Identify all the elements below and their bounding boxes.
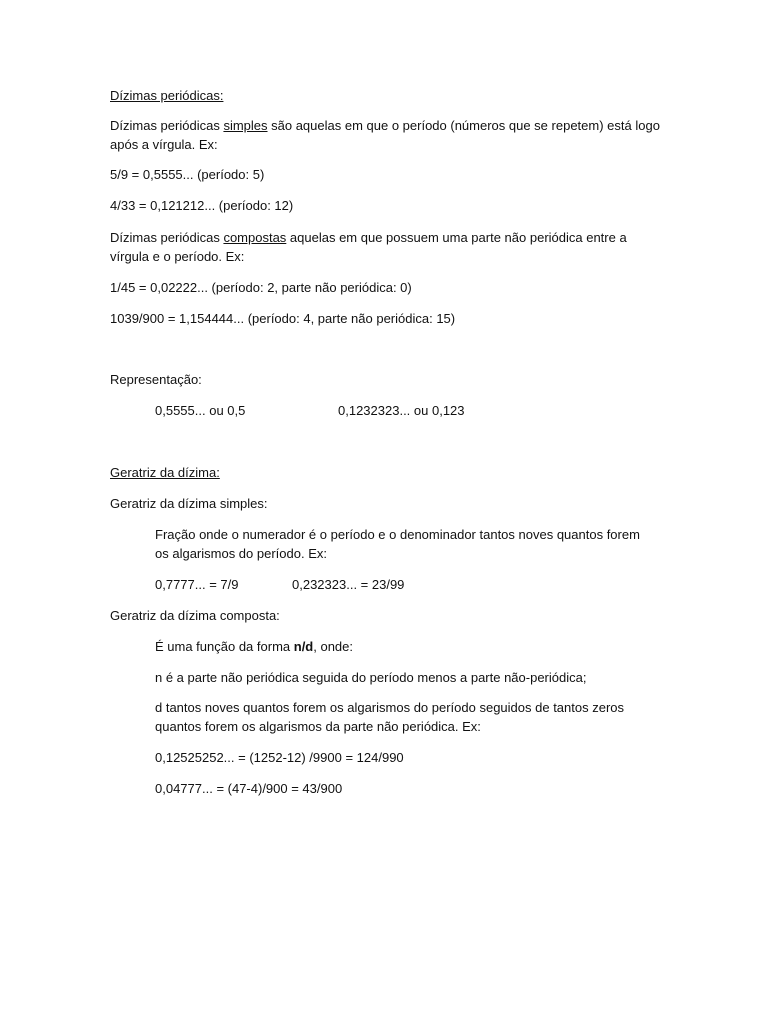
simple-definition-post: são aquelas em que o período (números que se repetem) está logo: [267, 118, 660, 133]
section-heading-dizimas: Dízimas periódicas:: [110, 88, 224, 103]
example-5-9: 5/9 = 0,5555... (período: 5): [110, 167, 265, 182]
compound-definition-line1: [110, 228, 627, 247]
representation-item-1: 0,5555... ou 0,5: [155, 403, 246, 418]
example-1-45: 1/45 = 0,02222... (período: 2, parte não periódica: 0): [110, 280, 412, 295]
compound-definition-post: aquelas em que possuem uma parte não periódica entre a: [286, 230, 627, 245]
simple-definition-pre: Dízimas periódicas: [110, 118, 224, 133]
d-definition-line1: d tantos noves quantos forem os algarismos do período seguidos de tantos zeros: [155, 700, 625, 715]
geratriz-simple-label: Geratriz da dízima simples:: [110, 496, 268, 511]
example-1039-900: 1039/900 = 1,154444... (período: 4, parte não periódica: 15): [110, 311, 456, 326]
simple-keyword: simples: [223, 118, 268, 133]
example-4-33: 4/33 = 0,121212... (período: 12): [110, 198, 294, 213]
d-definition-line2: quantos forem os algarismos da parte não periódica. Ex:: [155, 719, 481, 734]
geratriz-simple-example-1: 0,7777... = 7/9: [155, 577, 239, 592]
form-definition-pre: É uma função da forma: [155, 639, 294, 654]
form-definition-post: , onde:: [313, 639, 354, 654]
form-definition: [155, 637, 353, 656]
compound-definition-line2: vírgula e o período. Ex:: [110, 249, 245, 264]
geratriz-compound-example-2: 0,04777... = (47-4)/900 = 43/900: [155, 781, 343, 796]
geratriz-compound-example-1: 0,12525252... = (1252-12) /9900 = 124/990: [155, 750, 404, 765]
section-heading-geratriz: Geratriz da dízima:: [110, 465, 220, 480]
geratriz-simple-desc-line1: Fração onde o numerador é o período e o denominador tantos noves quantos forem: [155, 527, 640, 542]
representation-label: Representação:: [110, 372, 202, 387]
geratriz-simple-desc-line2: os algarismos do período. Ex:: [155, 546, 327, 561]
geratriz-simple-example-2: 0,232323... = 23/99: [292, 577, 405, 592]
simple-definition-line2: após a vírgula. Ex:: [110, 137, 218, 152]
compound-keyword: compostas: [223, 230, 287, 245]
geratriz-compound-label: Geratriz da dízima composta:: [110, 608, 280, 623]
form-nd: n/d: [293, 639, 314, 654]
n-definition: n é a parte não periódica seguida do período menos a parte não-periódica;: [155, 670, 587, 685]
simple-definition-line1: [110, 116, 660, 135]
compound-definition-pre: Dízimas periódicas: [110, 230, 224, 245]
representation-item-2: 0,1232323... ou 0,123: [338, 403, 465, 418]
